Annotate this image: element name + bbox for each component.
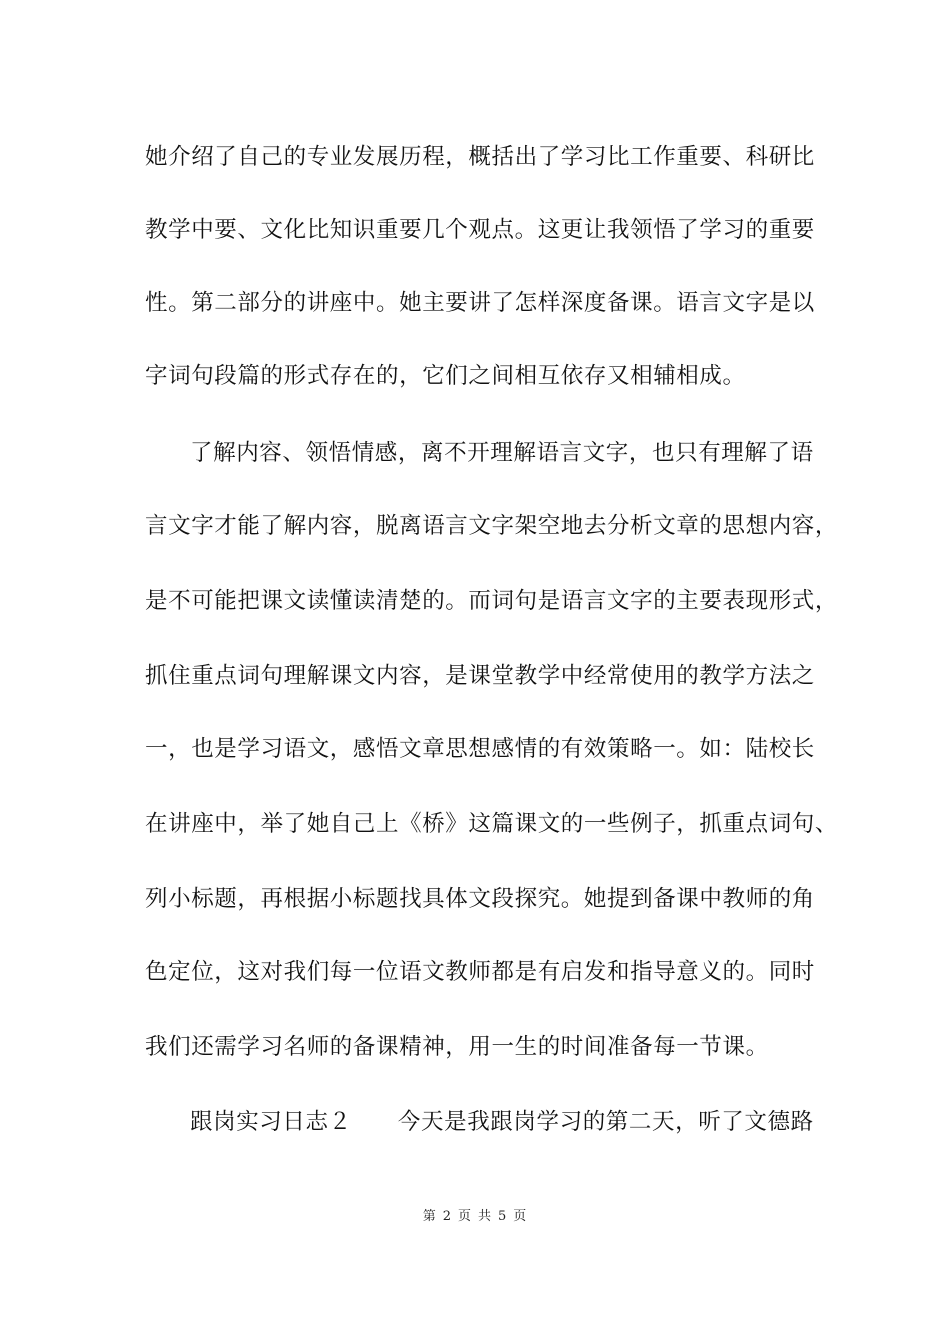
page-footer <box>0 1208 950 1226</box>
text-line-8: 抓住重点词句理解课文内容，是课堂教学中经常使用的教学方法之 <box>145 663 815 689</box>
footer-label-ye: 页 <box>457 1209 472 1224</box>
footer-label-di: 第 <box>422 1209 437 1224</box>
text-line-4: 字词句段篇的形式存在的，它们之间相互依存又相辅相成。 <box>145 363 746 389</box>
paragraph-start-line-5: 了解内容、领悟情感，离不开理解语言文字，也只有理解了语 <box>190 440 814 466</box>
text-line-1: 她介绍了自己的专业发展历程，概括出了学习比工作重要、科研比 <box>145 144 815 170</box>
text-line-2: 教学中要、文化比知识重要几个观点。这更让我领悟了学习的重要 <box>145 217 815 243</box>
text-line-6: 言文字才能了解内容，脱离语言文字架空地去分析文章的思想内容， <box>145 513 839 539</box>
footer-label-gong: 共 <box>478 1209 493 1224</box>
text-line-11: 列小标题，再根据小标题找具体文段探究。她提到备课中教师的角 <box>145 886 815 912</box>
paragraph-start-line-14: 跟岗实习日志２ 今天是我跟岗学习的第二天，听了文德路 <box>190 1109 814 1135</box>
text-line-12: 色定位，这对我们每一位语文教师都是有启发和指导意义的。同时 <box>145 959 815 985</box>
footer-label-ye-2: 页 <box>513 1209 528 1224</box>
footer-total-pages: 5 <box>498 1209 508 1224</box>
footer-current-page: 2 <box>442 1209 452 1224</box>
text-line-3: 性。第二部分的讲座中。她主要讲了怎样深度备课。语言文字是以 <box>145 290 815 316</box>
text-line-9: 一，也是学习语文，感悟文章思想感情的有效策略一。如：陆校长 <box>145 736 815 762</box>
text-line-10: 在讲座中，举了她自己上《桥》这篇课文的一些例子，抓重点词句、 <box>145 811 839 837</box>
text-line-7: 是不可能把课文读懂读清楚的。而词句是语言文字的主要表现形式， <box>145 588 839 614</box>
text-line-13: 我们还需学习名师的备课精神，用一生的时间准备每一节课。 <box>145 1034 769 1060</box>
